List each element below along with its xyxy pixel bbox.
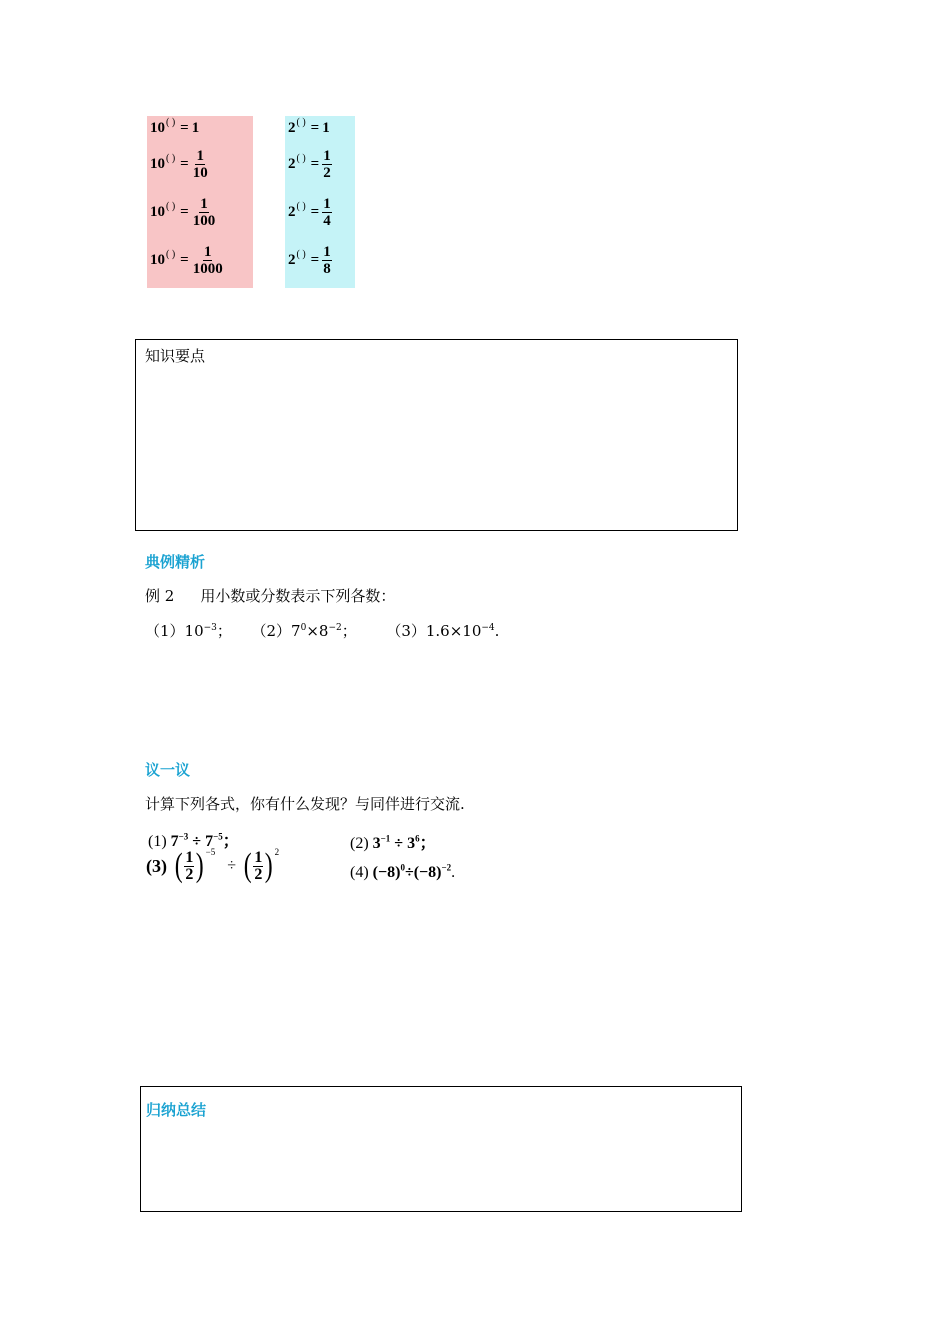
numerator: 1	[203, 244, 212, 260]
fraction	[192, 196, 217, 229]
exponent-blank: ( )	[296, 117, 306, 128]
equals-sign: =	[180, 204, 189, 220]
value: 1	[322, 120, 330, 136]
equals-sign: =	[310, 204, 320, 220]
base: 10	[150, 120, 165, 136]
denominator: 100	[192, 213, 216, 229]
fraction	[322, 196, 332, 229]
equals-sign: =	[310, 120, 320, 136]
base: 2	[288, 204, 296, 220]
question-2: (2) $3^{-1} \div 3^6$；	[350, 833, 436, 852]
knowledge-points-title: 知识要点	[145, 347, 206, 365]
question-3: (3) ( $\frac{1}{2}$ ) $^{-5}$ ÷ ( $\frac{1}{2}$ ) $^2$	[146, 847, 280, 884]
example-label: 例 2	[145, 587, 175, 605]
numerator: 1	[196, 148, 204, 164]
denominator: 2	[323, 165, 331, 181]
question-1: (1) $7^{-3} \div 7^{-5}$；	[148, 831, 239, 850]
table-row	[288, 196, 332, 229]
base: 10	[150, 252, 165, 268]
numerator: 1	[323, 148, 331, 164]
exponent-blank: ( )	[166, 117, 176, 128]
fraction: $\frac{1}{2}$	[254, 848, 263, 883]
numerator: 1	[200, 196, 208, 212]
table-row	[150, 196, 216, 229]
fraction	[322, 148, 332, 181]
summary-box	[140, 1086, 742, 1212]
table-row	[150, 148, 209, 181]
discuss-heading: 议一议	[145, 761, 191, 779]
exponent-blank: ( )	[166, 201, 176, 212]
table-row	[288, 117, 330, 137]
denominator: 4	[323, 213, 331, 229]
fraction: $\frac{1}{2}$	[185, 848, 194, 883]
knowledge-points-box	[135, 339, 738, 531]
numerator: 1	[323, 196, 331, 212]
table-row	[288, 148, 332, 181]
denominator: 1000	[192, 261, 223, 277]
fraction	[192, 244, 224, 277]
numerator: 1	[323, 244, 331, 260]
example-items	[145, 620, 499, 641]
fraction-parenthesized: ( $\frac{1}{2}$ )	[174, 847, 204, 884]
example-text: 用小数或分数表示下列各数：	[200, 587, 396, 605]
table-row	[150, 117, 200, 137]
exponent-blank: ( )	[296, 249, 306, 260]
powers-of-ten-table	[147, 116, 253, 288]
equals-sign: =	[310, 156, 320, 172]
value: 1	[191, 120, 200, 136]
equals-sign: =	[310, 252, 320, 268]
example-heading: 典例精析	[145, 553, 206, 571]
base: 10	[150, 204, 165, 220]
exponent-blank: ( )	[166, 249, 176, 260]
equals-sign: =	[180, 120, 189, 136]
denominator: 10	[192, 165, 208, 181]
exponent-blank: ( )	[166, 153, 176, 164]
example-item-1: $(1)10^{-3}$；	[145, 622, 232, 640]
example-item-3: $(3)1.6\times 10^{-4}$.	[386, 622, 500, 640]
table-row	[288, 244, 332, 277]
exponent-blank: ( )	[296, 201, 306, 212]
base: 2	[288, 252, 296, 268]
equals-sign: =	[180, 252, 189, 268]
table-row	[150, 244, 224, 277]
example-item-2: $(2)7^0\times 8^{-2}$；	[251, 622, 357, 640]
exponent-blank: ( )	[296, 153, 306, 164]
summary-title: 归纳总结	[146, 1101, 207, 1119]
fraction	[322, 244, 332, 277]
equals-sign: =	[180, 156, 189, 172]
denominator: 8	[323, 261, 331, 277]
fraction	[192, 148, 209, 181]
base: 10	[150, 156, 165, 172]
discuss-intro: 计算下列各式，你有什么发现？与同伴进行交流.	[145, 795, 465, 813]
fraction-parenthesized: ( $\frac{1}{2}$ )	[243, 847, 273, 884]
powers-of-two-table	[285, 116, 355, 288]
question-4: (4) $(-8)^0\div(-8)^{-2}$.	[350, 862, 456, 881]
example-prompt	[145, 585, 395, 606]
base: 2	[288, 156, 296, 172]
base: 2	[288, 120, 296, 136]
